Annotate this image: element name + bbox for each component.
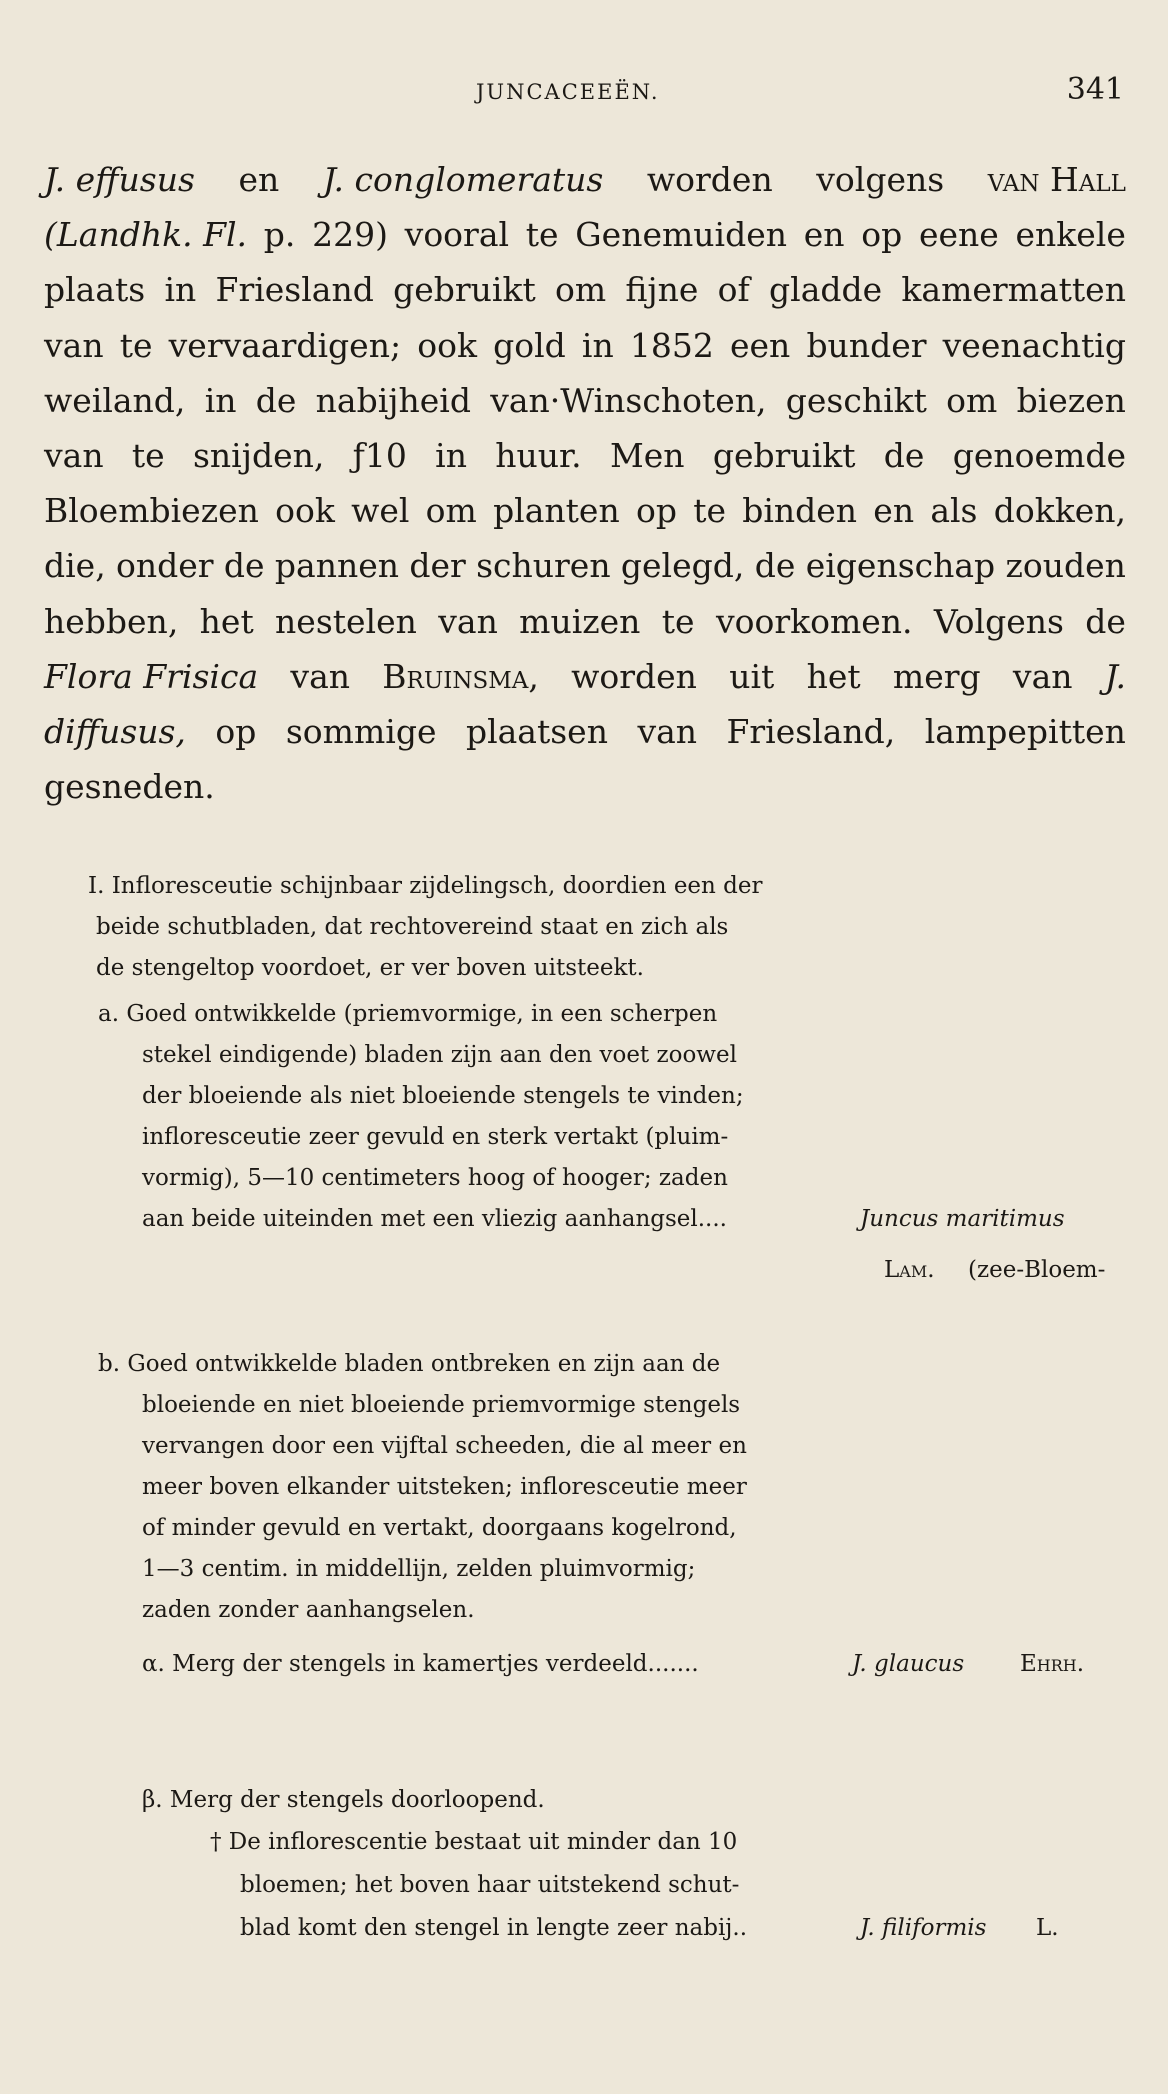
paragraph-word: worden [646,160,773,199]
paragraph-word: het [806,656,861,696]
paragraph-line [44,594,1126,649]
paragraph-word: nestelen [275,601,417,641]
paragraph-word: der [409,546,466,586]
paragraph-word: het [199,601,254,641]
paragraph-line [44,483,1126,538]
paragraph-word: fijne [625,270,699,310]
paragraph-word: een [729,325,791,365]
paragraph-word: van [44,325,104,365]
paragraph-word: J. [1104,656,1126,696]
paragraph-word: plaatsen [465,712,608,752]
paragraph-word: op [215,712,257,752]
paragraph-word: of [717,270,750,310]
paragraph-word: om [425,491,477,531]
paragraph-line [44,538,1126,593]
paragraph-word: genoemde [952,436,1126,476]
paragraph-line [44,318,1126,373]
paragraph-word: zouden [1005,546,1126,586]
paragraph-word: muizen [519,601,641,641]
paragraph-word: te [693,491,726,531]
paragraph-word: enkele [1015,215,1126,255]
paragraph-word: en [238,160,280,199]
paragraph-word: te [119,325,153,365]
paragraph-word: en [873,491,915,531]
paragraph-word: 229) [312,215,388,255]
paragraph-word: eigenschap [805,546,996,586]
chapter-title: JUNCACEEËN. [476,80,660,104]
key-line: of minder gevuld en vertakt, doorgaans kogelrond, [142,1515,737,1541]
paragraph-word: huur. [495,436,582,476]
paragraph-word: lampepitten [924,712,1126,752]
paragraph-word: vervaardigen; [168,325,402,365]
paragraph-word: Bruinsma, [382,656,539,696]
species-author: Ehrh. [1020,1651,1085,1677]
paragraph-word: Genemuiden [575,215,787,255]
paragraph-word: van [637,712,698,752]
paragraph-word: gesneden. [44,767,215,807]
running-header [0,72,1168,112]
paragraph-word: de [255,380,297,420]
key-line: der bloeiende als niet bloeiende stengels te vinden; [142,1083,744,1109]
paragraph-word: van [44,436,104,476]
paragraph-word: de [883,436,925,476]
key-line: stekel eindigende) bladen zijn aan den voet zoowel [142,1042,737,1068]
body-paragraph [44,152,1126,814]
paragraph-word: kamermatten [901,270,1126,310]
paragraph-word: om [946,380,998,420]
paragraph-word: van [438,601,498,641]
common-name: (zee-Bloem- [968,1257,1106,1283]
paragraph-line [44,262,1126,317]
paragraph-word: J. effusus [44,160,195,199]
page-number: 341 [1066,72,1124,107]
paragraph-word: van·Winschoten, [490,380,767,420]
paragraph-word: vooral [404,215,510,255]
paragraph-line [44,428,1126,483]
paragraph-word: dokken, [993,491,1126,531]
paragraph-word: bunder [806,325,927,365]
paragraph-word: gebruikt [393,270,536,310]
paragraph-word: wel [351,491,410,531]
paragraph-word: nabijheid [315,380,471,420]
key-line: I. Infloresceutie schijnbaar zijdelingsch, doordien een der [88,873,763,899]
key-line: zaden zonder aanhangselen. [142,1597,475,1623]
key-line: meer boven elkander uitsteken; infloresceutie meer [142,1474,747,1500]
paragraph-word: ƒ10 [352,436,407,476]
paragraph-line [44,373,1126,428]
paragraph-word: gelegd, [620,546,745,586]
key-line: beide schutbladen, dat rechtovereind staat en zich als [96,914,729,940]
key-line: infloresceutie zeer gevuld en sterk vertakt (pluim- [142,1124,729,1150]
paragraph-word: Friesland [215,270,374,310]
paragraph-word: in [435,436,467,476]
paragraph-word: gebruikt [712,436,856,476]
key-line: β. Merg der stengels doorloopend. [142,1787,545,1813]
paragraph-word: eene [918,215,999,255]
paragraph-word: te [131,436,165,476]
paragraph-word: de [1085,601,1126,641]
paragraph-word: die, [44,546,106,586]
paragraph-word: gold [493,325,566,365]
paragraph-word: volgens [816,160,945,199]
paragraph-word: in [164,270,197,310]
paragraph-word: in [204,380,237,420]
paragraph-word: op [861,215,903,255]
paragraph-line [44,649,1126,704]
key-line: bloeiende en niet bloeiende priemvormige stengels [142,1392,741,1418]
paragraph-word: ook [275,491,335,531]
paragraph-word: uit [729,656,775,696]
paragraph-word: ook [417,325,477,365]
key-line: bloemen; het boven haar uitstekend schut- [240,1872,740,1898]
paragraph-word: schuren [476,546,611,586]
paragraph-word: Flora Frisica [44,656,259,696]
species-name: Juncus maritimus [860,1206,1065,1232]
paragraph-word: sommige [285,712,437,752]
paragraph-word: biezen [1016,380,1126,420]
species-name: J. filiformis [860,1915,987,1941]
key-line: † De inflorescentie bestaat uit minder dan 10 [210,1829,738,1855]
paragraph-word: binden [742,491,858,531]
paragraph-word: merg [892,656,981,696]
paragraph-word: te [525,215,559,255]
paragraph-word: te [661,601,695,641]
paragraph-word: (Landhk. Fl. [44,215,248,255]
paragraph-word: de [223,546,265,586]
key-line: 1—3 centim. in middellijn, zelden pluimvormig; [142,1556,696,1582]
species-author: L. [1036,1915,1059,1941]
paragraph-word: als [930,491,978,531]
paragraph-word: worden [571,656,697,696]
paragraph-line [44,207,1126,262]
paragraph-line [44,152,1126,207]
paragraph-word: de [754,546,796,586]
key-line: a. Goed ontwikkelde (priemvormige, in een scherpen [98,1001,718,1027]
paragraph-word: geschikt [785,380,927,420]
paragraph-word: van [1012,656,1073,696]
paragraph-word: in [581,325,614,365]
species-author: Lam. [884,1257,935,1283]
paragraph-word: Men [609,436,685,476]
paragraph-word: planten [493,491,620,531]
key-line: vervangen door een vijftal scheeden, die al meer en [142,1433,747,1459]
paragraph-word: 1852 [629,325,714,365]
paragraph-word: snijden, [192,436,325,476]
paragraph-word: Friesland, [726,712,896,752]
key-line: de stengeltop voordoet, er ver boven uitsteekt. [96,955,644,981]
paragraph-word: en [803,215,845,255]
paragraph-word: diffusus, [44,712,186,752]
key-line: b. Goed ontwikkelde bladen ontbreken en zijn aan de [98,1351,721,1377]
paragraph-word: veenachtig [942,325,1126,365]
paragraph-word: gladde [769,270,883,310]
key-line: aan beide uiteinden met een vliezig aanhangsel.... [142,1206,727,1232]
paragraph-word: op [635,491,677,531]
paragraph-word: Volgens [933,601,1064,641]
paragraph-word: van [290,656,350,696]
key-line: α. Merg der stengels in kamertjes verdeeld....... [142,1651,699,1677]
paragraph-word: p. [263,215,296,255]
paragraph-word: J. conglomeratus [322,160,604,199]
paragraph-word: om [554,270,607,310]
paragraph-word: voorkomen. [715,601,913,641]
paragraph-line [44,759,1126,814]
paragraph-word: Bloembiezen [44,491,259,531]
key-line: blad komt den stengel in lengte zeer nabij.. [240,1915,748,1941]
paragraph-line [44,704,1126,759]
paragraph-word: onder [116,546,214,586]
paragraph-word: plaats [44,270,146,310]
paragraph-word: weiland, [44,380,186,420]
species-name: J. glaucus [852,1651,965,1677]
key-line: vormig), 5—10 centimeters hoog of hooger; zaden [142,1165,728,1191]
paragraph-word: van Hall [987,160,1126,199]
paragraph-word: pannen [274,546,399,586]
paragraph-word: hebben, [44,601,179,641]
